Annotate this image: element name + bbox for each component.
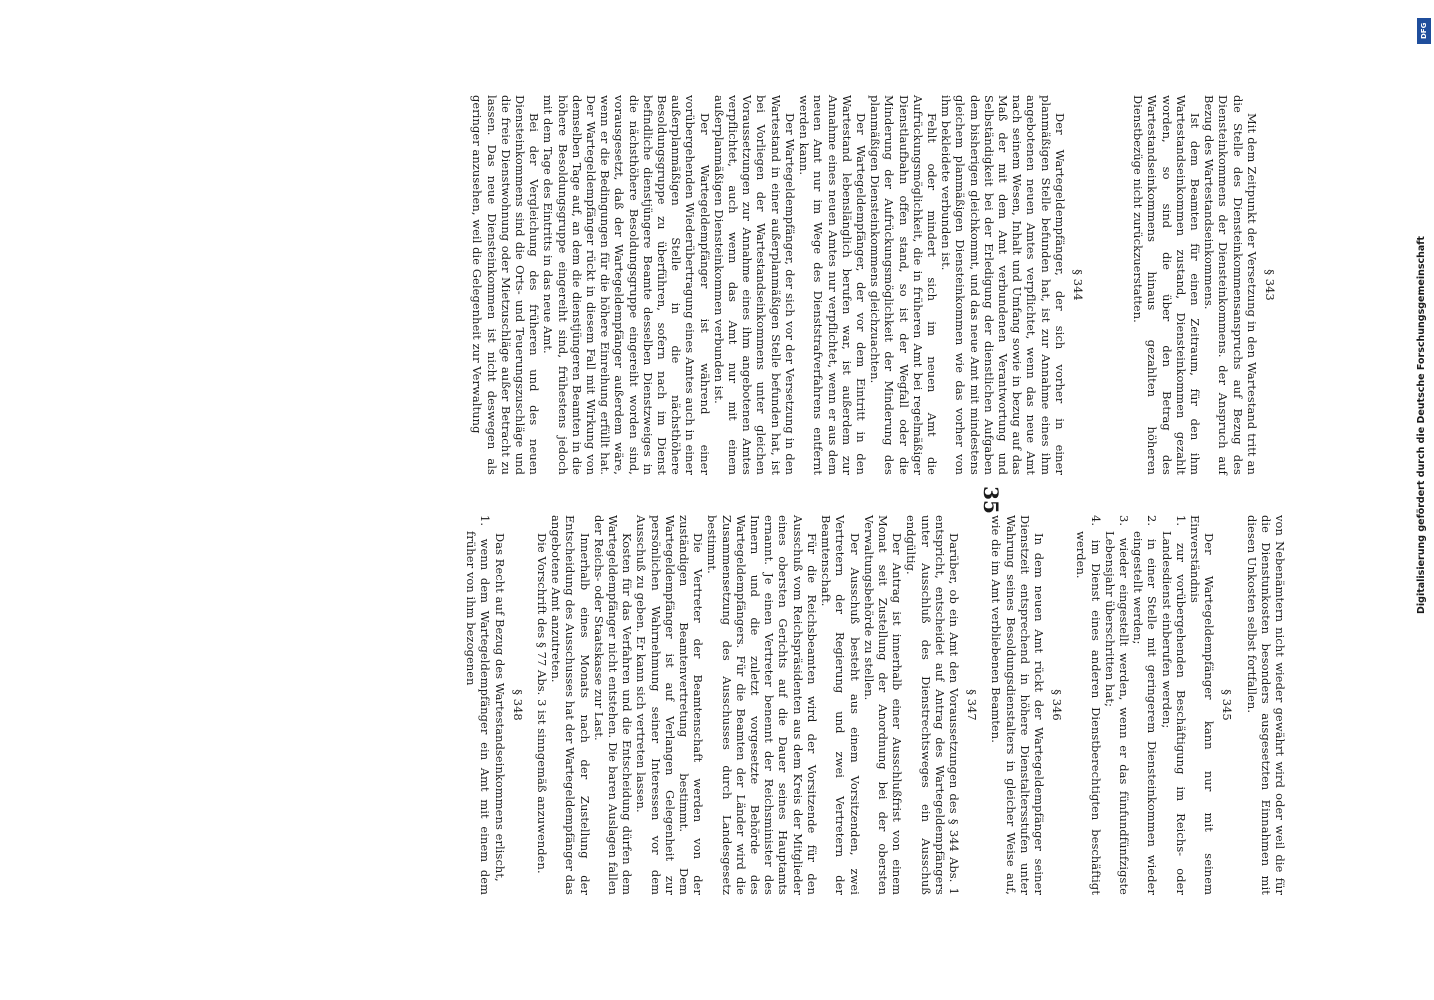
paragraph: Innerhalb eines Monats nach der Zustellung der Entscheidung des Ausschusses hat der Wartegeldempfänger das angebotene Amt anzutreten.: [549, 515, 592, 895]
list-item-text: im Dienst eines anderen Dienstberechtigten beschäftigt werden.: [1074, 531, 1103, 895]
list-item: [1131, 515, 1159, 895]
paragraph: Bei der Vergleichung des früheren und des neuen Diensteinkommens sind die Orts- und Teuerungszuschläge und die freie Dienstwohnung oder Mietzuschläge außer Betracht zu lassen. Das neue Diensteinkommen ist nicht deswegen als geringer anzusehen, weil die Gelegenheit zur Verwaltung: [470, 95, 542, 475]
page-number: 35: [979, 486, 1003, 514]
section-heading: § 348: [510, 689, 525, 721]
list-item-text: in einer Stelle mit geringerem Diensteinkommen wieder eingestellt werden;: [1131, 531, 1160, 895]
paragraph: Ist dem Beamten für einen Zeitraum, für den ihm Wartestandseinkommen zustand, Diensteinkommen gezahlt worden, so sind die über den Betrag des Wartestandseinkommens hinaus gezahlten höheren Dienstbezüge nicht zurückzuerstatten.: [1131, 95, 1202, 475]
paragraph: Der Wartegeldempfänger ist während einer vorübergehenden Wiederübertragung eines Amtes auch in einer außerplanmäßigen Stelle in die nächsthöhere Besoldungsgruppe zu überführen, sofern nach im Dienst befindliche dienstjüngere Beamte desselben Dienstzweiges in die nächsthöhere Besoldungsgruppe eingereiht worden sind, vorausgesetzt, daß der Wartegeldempfänger außerdem wäre, wenn er die Bedingungen für die höhere Einreihung erfüllt hat. Der Wartegeldempfänger rückt in diesem Fall mit Wirkung von demselben Tage auf, an dem die dienstjüngeren Beamten in die höhere Besoldungsgruppe eingereiht sind, frühestens jedoch mit dem Tage des Eintritts in das neue Amt.: [541, 95, 712, 475]
paragraph: Darüber, ob ein Amt den Voraussetzungen des § 344 Abs. 1 entspricht, entscheidet auf Antrag des Wartegeldempfängers unter Ausschluß des Dienstrechtsweges ein Ausschuß endgültig.: [904, 515, 961, 895]
paragraph: Der Wartegeldempfänger, der vor dem Eintritt in den Wartestand lebenslänglich berufen war, ist außerdem zur Annahme eines neuen Amtes nur verpflichtet, wenn er aus dem neuen Amt nur im Wege des Dienststrafverfahrens entfernt werden kann.: [797, 95, 868, 475]
list-item-number: 1.: [1173, 515, 1188, 527]
paragraph: Der Antrag ist innerhalb einer Ausschlußfrist von einem Monat seit Zustellung der Anordnung bei der obersten Verwaltungsbehörde zu stellen.: [861, 515, 905, 895]
list-item: [1074, 515, 1102, 895]
paragraph: Der Wartegeldempfänger kann nur mit seinem Einverständnis: [1187, 515, 1217, 895]
paragraph: Die Vertreter der Beamtenschaft werden von der zuständigen Beamtenvertretung bestimmt. Dem Wartegeldempfänger ist auf Verlangen Gelegenheit zur persönlichen Wahrnehmung seiner Interessen vor dem Ausschuß zu geben. Er kann sich vertreten lassen.: [634, 515, 706, 895]
list-item: [1103, 515, 1131, 895]
right-column: [464, 515, 1287, 895]
left-column: [470, 95, 1287, 475]
section-heading: § 346: [1050, 689, 1065, 721]
paragraph: Fehlt oder mindert sich im neuen Amt die Aufrückungsmöglichkeit, die in früheren Amt bei regelmäßiger Dienstlaufbahn offen stand, so ist der Wegfall oder die Minderung der Aufrückungsmöglichkeit der Minderung des planmäßigen Diensteinkommens gleichzuachten.: [868, 95, 939, 475]
list-item-number: 4.: [1088, 515, 1103, 527]
section-heading: § 347: [965, 689, 980, 721]
paragraph: Die Vorschrift des § 77 Abs. 3 ist sinngemäß anzuwenden.: [535, 533, 550, 874]
list-item: [1159, 515, 1187, 895]
dfg-logo-icon: DFG: [1417, 18, 1431, 44]
paragraph: Das Recht auf Bezug des Wartestandseinkommens erlischt,: [492, 533, 507, 882]
list-item-text: zur vorübergehenden Beschäftigung im Reichs- oder Landesdienst einberufen werden;: [1159, 531, 1188, 895]
list-item-number: 3.: [1116, 515, 1131, 527]
paragraph: Der Ausschuß besteht aus einem Vorsitzenden, zwei Vertretern der Regierung und zwei Vertretern der Beamtenschaft.: [819, 515, 862, 895]
paragraph: von Nebenämtern nicht wieder gewährt wird oder weil die für die Dienstunkosten besonders ausgesetzten Einnahmen mit diesen Unkosten selbst fortfallen.: [1244, 515, 1287, 895]
list-item-number: 2.: [1145, 515, 1160, 527]
paragraph: Kosten für das Verfahren und die Entscheidung dürfen dem Wartegeldempfänger nicht entstehen. Die baren Auslagen fallen der Reichs- oder Staatskasse zur Last.: [591, 515, 635, 895]
list-item-text: wieder eingestellt werden, wenn er das fünfundfünfzigste Lebensjahr überschritten hat;: [1102, 531, 1131, 895]
paragraph: Der Wartegeldempfänger, der sich vor der Versetzung in den Wartestand in einer außerplanmäßigen Stelle befunden hat, ist bei Vorliegen der Wartestandseinkommens unter gleichen Voraussetzungen zur Annahme eines ihm angebotenen Amtes verpflichtet, auch wenn das Amt nur mit einem außerplanmäßigen Diensteinkommen verbunden ist.: [711, 95, 797, 475]
paragraph: Mit dem Zeitpunkt der Versetzung in den Wartestand tritt an die Stelle des Diensteinkommensanspruchs auf Bezug des Diensteinkommens der Diensteinkommens. der Anspruch auf Bezug des Wartestandseinkommens.: [1202, 95, 1259, 475]
paragraph: Der Wartegeldempfänger, der sich vorher in einer planmäßigen Stelle befunden hat, ist zur Annahme eines ihm angebotenen neuen Amtes verpflichtet, wenn das neue Amt nach seinem Wesen, Inhalt und Umfang sowie in bezug auf das Maß der mit dem Amt verbundenen Verantwortung und Selbständigkeit bei der Erledigung der dienstlichen Aufgaben dem bisherigen gleichkommt, und das neue Amt mit mindestens gleichem planmäßigen Diensteinkommen wie das vorher von ihm bekleidete verbunden ist.: [939, 95, 1067, 475]
section-heading: § 343: [1263, 269, 1277, 301]
document-page: [107, 75, 1327, 925]
section-gap: [1095, 95, 1131, 475]
section-heading: § 345: [1220, 689, 1235, 721]
paragraph: Für die Reichsbeamten wird der Vorsitzende für den Ausschuß vom Reichspräsidenten aus dem Kreis der Mitglieder eines obersten Gerichts auf die Dauer seines Hauptamts ernannt. Je einen Vertreter benennt der Reichsminister des Innern und die zuletzt vorgesetzte Behörde des Wartegeldempfängers. Für die Beamten der Länder wird die Zusammensetzung des Ausschusses durch Landesgesetz bestimmt.: [705, 515, 819, 895]
paragraph: In dem neuen Amt rückt der Wartegeldempfänger seiner Dienstzeit entsprechend in höhere Dienstaltersstufen unter Wahrung seines Besoldungsdienstalters in gleicher Weise auf, wie die im Amt verbliebenen Beamten.: [989, 515, 1046, 895]
section-heading: § 344: [1070, 269, 1085, 301]
dfg-credit: [1414, 10, 1434, 614]
list-item-number: 1.: [478, 515, 493, 527]
list-item: [464, 515, 492, 895]
dfg-credit-text: Digitalisierung gefördert durch die Deutsche Forschungsgemeinschaft: [1416, 236, 1427, 614]
list-item-text: wenn dem Wartegeldempfänger ein Amt mit einem dem früher von ihm bezogenen: [464, 531, 493, 895]
